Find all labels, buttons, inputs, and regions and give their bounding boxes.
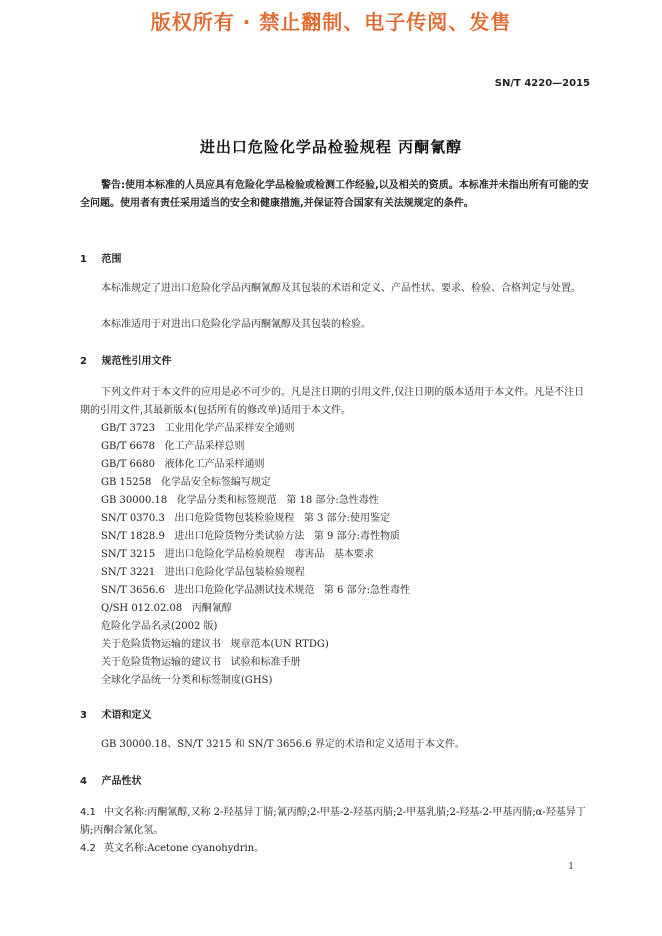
document-title: 进出口危险化学品检验规程 丙酮氰醇 bbox=[199, 138, 463, 156]
reference-item: Q/SH 012.02.08 丙酮氰醇 bbox=[101, 603, 232, 614]
section-4-number: 4 bbox=[80, 776, 87, 787]
property-item-4-2 bbox=[80, 840, 592, 858]
normative-references-list bbox=[101, 420, 410, 690]
reference-item: GB/T 6678 化工产品采样总则 bbox=[101, 441, 245, 452]
reference-item: SN/T 3221 进出口危险化学品包装检验规程 bbox=[101, 567, 305, 578]
reference-item: GB/T 3723 工业用化学产品采样安全通则 bbox=[101, 423, 295, 434]
section-3-number: 3 bbox=[80, 710, 87, 721]
section-2-intro: 下列文件对于本文件的应用是必不可少的。凡是注日期的引用文件,仅注日期的版本适用于本文件。凡是不注日期的引用文件,其最新版本(包括所有的修改单)适用于本文件。 bbox=[80, 387, 585, 416]
reference-item: SN/T 1828.9 进出口危险货物分类试验方法 第 9 部分:毒性物质 bbox=[101, 531, 400, 542]
copyright-watermark: 版权所有 · 禁止翻制、电子传阅、发售 bbox=[150, 10, 512, 34]
page-number: 1 bbox=[568, 862, 574, 872]
reference-item: GB 30000.18 化学品分类和标签规范 第 18 部分:急性毒性 bbox=[101, 495, 379, 506]
section-1-number: 1 bbox=[80, 254, 87, 265]
property-item-number: 4.2 bbox=[80, 843, 96, 854]
reference-item: 关于危险货物运输的建议书 试验和标准手册 bbox=[101, 657, 301, 668]
section-4-heading bbox=[80, 772, 141, 787]
section-2-heading bbox=[80, 352, 171, 367]
reference-item: SN/T 3656.6 进出口危险化学品测试技术规范 第 6 部分:急性毒性 bbox=[101, 585, 410, 596]
reference-item: 危险化学品名录(2002 版) bbox=[101, 621, 218, 632]
property-item-text: 英文名称:Acetone cyanohydrin。 bbox=[103, 843, 265, 854]
section-4-title: 产品性状 bbox=[101, 776, 142, 787]
section-3-heading bbox=[80, 706, 151, 721]
reference-item: GB 15258 化学品安全标签编写规定 bbox=[101, 477, 271, 488]
section-1-paragraph-2: 本标准适用于对进出口危险化学品丙酮氰醇及其包装的检验。 bbox=[101, 319, 371, 330]
property-item-text: 中文名称:丙酮氰醇,又称 2-羟基异丁腈;氰丙醇;2-甲基-2-羟基丙腈;2-甲基乳腈;2-羟基-2-甲基丙腈;α-羟基异丁腈;丙酮合氰化氢。 bbox=[80, 807, 586, 836]
section-1-title: 范围 bbox=[101, 254, 122, 265]
reference-item: GB/T 6680 液体化工产品采样通则 bbox=[101, 459, 265, 470]
property-item-number: 4.1 bbox=[80, 807, 96, 818]
warning-paragraph: 警告:使用本标准的人员应具有危险化学品检验或检测工作经验,以及相关的资质。本标准并未指出所有可能的安全问题。使用者有责任采用适当的安全和健康措施,并保证符合国家有关法规规定的条件。 bbox=[80, 180, 589, 209]
section-2-number: 2 bbox=[80, 356, 87, 367]
reference-item: SN/T 3215 进出口危险化学品检验规程 毒害品 基本要求 bbox=[101, 549, 374, 560]
reference-item: 关于危险货物运输的建议书 规章范本(UN RTDG) bbox=[101, 639, 329, 650]
section-3-title: 术语和定义 bbox=[101, 710, 152, 721]
section-1-heading bbox=[80, 250, 121, 265]
reference-item: 全球化学品统一分类和标签制度(GHS) bbox=[101, 675, 273, 686]
section-2-title: 规范性引用文件 bbox=[101, 356, 172, 367]
reference-item: SN/T 0370.3 出口危险货物包装检验规程 第 3 部分:使用鉴定 bbox=[101, 513, 390, 524]
section-3-text: GB 30000.18、SN/T 3215 和 SN/T 3656.6 界定的术语和定义适用于本文件。 bbox=[101, 739, 465, 750]
section-1-paragraph-1: 本标准规定了进出口危险化学品丙酮氰醇及其包装的术语和定义、产品性状、要求、检验、合格判定与处置。 bbox=[101, 283, 581, 294]
property-item-4-1 bbox=[80, 804, 592, 840]
standard-number: SN/T 4220—2015 bbox=[494, 78, 590, 89]
